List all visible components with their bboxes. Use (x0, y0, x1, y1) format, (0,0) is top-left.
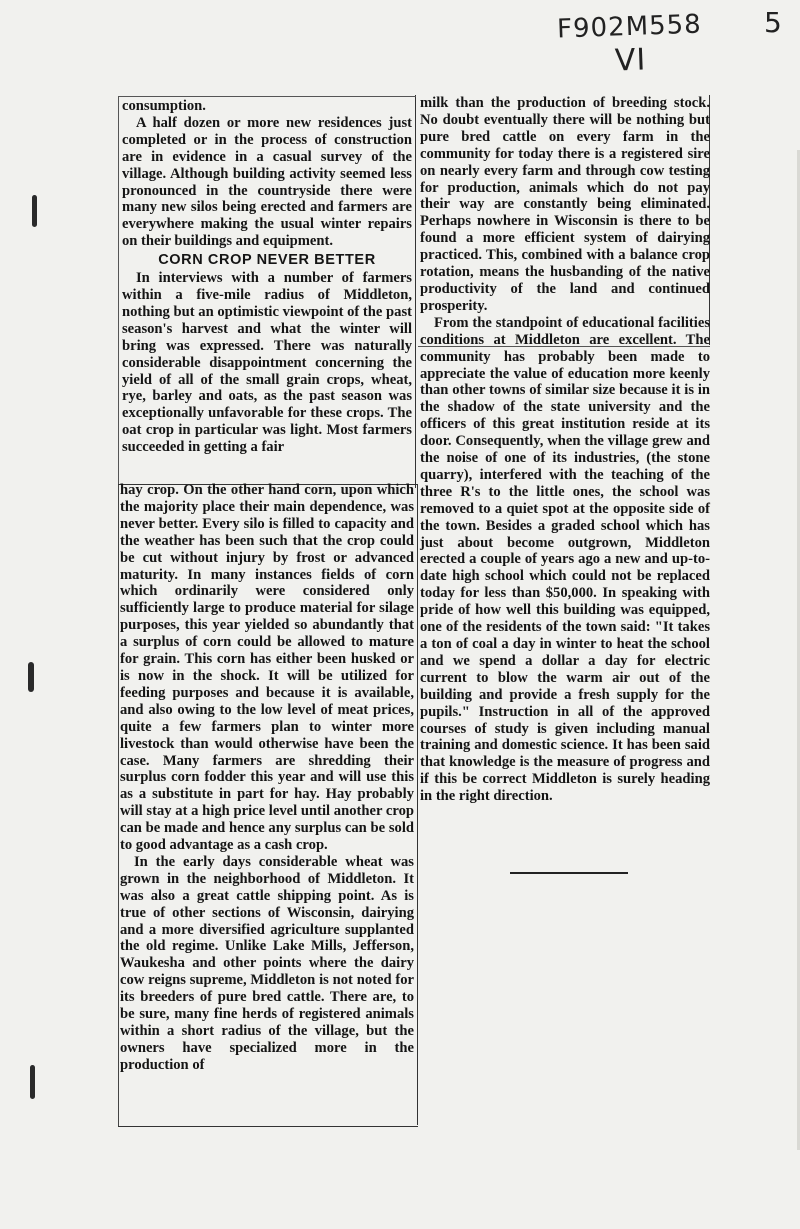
article-end-rule (510, 872, 628, 874)
annotation-sub-line: VI (614, 42, 647, 79)
clipping-edge (118, 96, 119, 484)
binding-mark (28, 662, 34, 692)
binding-mark (32, 195, 37, 227)
handwritten-page-number: 5 (764, 6, 782, 39)
article-column-b (120, 482, 414, 1074)
article-column-c (420, 95, 710, 805)
paragraph: A half dozen or more new residences just completed or in the process of construction are in evidence in a casual survey of the village. Although building activity seemed less pronounced in the countryside there were many new silos being erected and farmers are everywhere making the usual winter repairs on their buildings and equipment. (122, 114, 412, 250)
column-rule (415, 95, 416, 488)
annotation-id-line: F902M558 (556, 9, 703, 45)
handwritten-annotation (539, 7, 721, 81)
article-column-a (122, 98, 412, 456)
clipping-edge (118, 484, 119, 1126)
column-rule (417, 485, 418, 1125)
paragraph: In the early days considerable wheat was grown in the neighborhood of Middleton. It was also a great cattle shipping point. As is true of other sections of Wisconsin, dairying and a more diversified agriculture supplanted the old regime. Unlike Lake Mills, Jefferson, Waukesha and other points where the dairy cow reigns supreme, Middleton is not noted for its breeders of pure bred cattle. There are, to be sure, many fine herds of registered animals within a short radius of the village, but the owners have specialized more in the production of (120, 853, 414, 1073)
paragraph: hay crop. On the other hand corn, upon which the majority place their main dependence, was never better. Every silo is filled to capacity and the weather has been such that the crop could be cut without injury by frost or advanced maturity. In many instances fields of corn which ordinarily were considered only sufficiently large to produce material for silage purposes, this year yielded so abundantly that a surplus of corn could be allowed to mature for grain. This corn has either been husked or is now in the shock. It will be utilized for feeding purposes and because it is available, and also owing to the low level of meat prices, quite a few farmers plan to winter more livestock than would otherwise have been the case. Many farmers are shredding their surplus corn fodder this year and will use this as a substitute in part for hay. Hay probably will stay at a high price level until another crop can be made and hence any surplus can be sold to good advantage as a cash crop. (120, 482, 414, 854)
paragraph: consumption. (122, 98, 206, 114)
section-heading: CORN CROP NEVER BETTER (158, 252, 376, 269)
paragraph: milk than the production of breeding stock. No doubt eventually there will be nothing but pure bred cattle on every farm in the community for today there is a registered sire on nearly every farm and through cow testing for production, animals which do not pay their way are constantly being eliminated. Perhaps nowhere in Wisconsin is there to be found a more efficient system of dairying practiced. This, combined with a balance crop rotation, means the husbanding of the native productivity of the land and continued prosperity. (420, 95, 710, 314)
clipping-edge (118, 1126, 418, 1127)
clipping-edge (118, 96, 416, 97)
binding-mark (30, 1065, 35, 1099)
paragraph: In interviews with a number of farmers within a five-mile radius of Middleton, nothing but an optimistic viewpoint of the past season's harvest and what the winter will bring was expressed. There was naturally considerable disappointment concerning the yield of all of the small grain crops, wheat, rye, barley and oats, as the past season was exceptionally unfavorable for these crops. The oat crop in particular was light. Most farmers succeeded in getting a fair (122, 270, 412, 456)
paragraph: From the standpoint of educational facilities conditions at Middleton are excellent. The community has probably been made to appreciate the value of education more keenly than other towns of similar size because it is in the shadow of the state university and the officers of this great institution reside at its door. Consequently, when the village grew and the noise of one of its industries, (the stone quarry), interfered with the teaching of the three R's to the little ones, the school was removed to a quiet spot at the opposite side of the town. Besides a graded school which has just about become outgrown, Middleton erected a couple of years ago a new and up-to-date high school which could not be replaced today for less than $50,000. In speaking with pride of how well this building was equipped, one of the residents of the town said: "It takes a ton of coal a day in winter to heat the school and we spend a dollar a day for electric current to blow the warm air out of the building and provide a fresh supply for the pupils." Instruction in all of the approved courses of study is given including manual training and domestic science. It has been said that knowledge is the measure of progress and if this be correct Middleton is surely heading in the right direction. (420, 314, 710, 805)
